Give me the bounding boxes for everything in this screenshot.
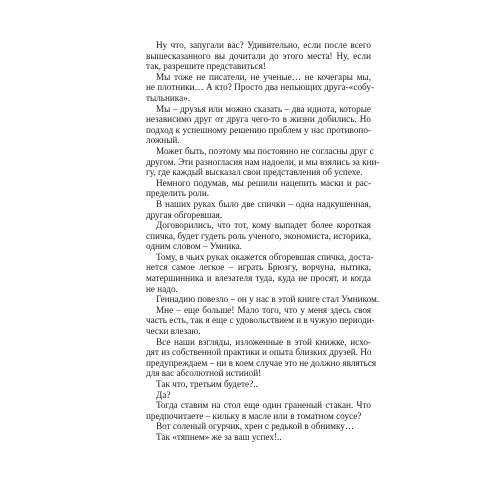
text-line: матершинника и влезателя туда, куда не просят, и когда (146, 273, 371, 284)
text-line: Геннадию повезло – он у нас в этой книге стал Умником. (156, 294, 380, 305)
text-line: Может быть, поэтому мы постоянно не согласны друг с (156, 145, 374, 156)
text-line: Тому, в чьих руках окажется обгоревшая спичка, доста- (156, 251, 374, 262)
text-line: Тогда ставим на стол еще один граненый стакан. Что (156, 400, 371, 411)
text-line: Мы – друзья или можно сказать – два идиота, которые (156, 103, 371, 114)
text-line: Так что, третьим будете?.. (156, 379, 258, 389)
text-line: тыльника». (146, 92, 191, 103)
text-line: другая обгоревшая. (146, 209, 223, 220)
text-line: независимо друг от друга чего-то в жизни добились. Но (146, 114, 371, 125)
text-line: нется самое легкое – играть Брюзгу, ворчуна, нытика, (146, 262, 371, 273)
body-text (146, 40, 380, 443)
text-line: Ну что, запугали вас? Удивительно, если после всего (156, 40, 371, 50)
text-line: не плотники… А кто? Просто два непьющих друга-«собу- (146, 82, 375, 93)
text-line: Немного подумав, мы решили нацепить маски и рас- (156, 177, 371, 188)
text-line: Да? (156, 389, 171, 400)
text-line: В наших руках было две спички – одна надкушенная, (156, 198, 371, 209)
text-line: Вот соленый огурчик, хрен с редькой в обнимку… (156, 421, 355, 432)
text-line: часть есть, так я еще с удовольствием и в чужую периоди- (146, 315, 375, 326)
text-line: дят из собственной практики и опыта близких друзей. Но (146, 347, 372, 358)
text-line: вышесказанного вы дочитали до этого места! Ну, если (146, 50, 371, 61)
text-line: для вас абсолютной истиной! (146, 368, 262, 379)
text-line: предупреждаем – ни в коем случае это не должно являться (146, 357, 377, 368)
text-line: подход к успешному решению проблем у нас противопо- (146, 124, 371, 135)
text-line: одним словом – Умника. (146, 241, 242, 252)
text-line: ложный. (146, 135, 180, 146)
text-line: другом. Эти разногласия нам надоели, и мы взялись за кни- (146, 156, 380, 167)
text-line: предпочитаете – кильку в масле или в томатном соусе? (146, 410, 362, 421)
text-line: Договорились, что тот, кому выпадет более короткая (156, 220, 371, 231)
text-line: Мы тоже не писатели, не ученые… не кочегары мы, (156, 71, 371, 82)
text-line: Все наши взгляды, изложенные в этой книжке, исхо- (156, 336, 371, 347)
text-line: так, разрешите представиться! (146, 61, 266, 72)
text-line: спичка, будет гудеть роль ученого, экономиста, историка, (146, 230, 371, 241)
text-line: чески влезаю. (146, 326, 201, 337)
text-line: Мне – еще больше! Мало того, что у меня здесь своя (156, 304, 371, 315)
text-line: Так «тяпнем» же за ваш успех!.. (156, 431, 282, 442)
text-line: не надо. (146, 283, 178, 294)
text-line: пределить роли. (146, 188, 210, 199)
text-line: гу, где каждый высказал свои представления об успехе. (146, 167, 363, 178)
